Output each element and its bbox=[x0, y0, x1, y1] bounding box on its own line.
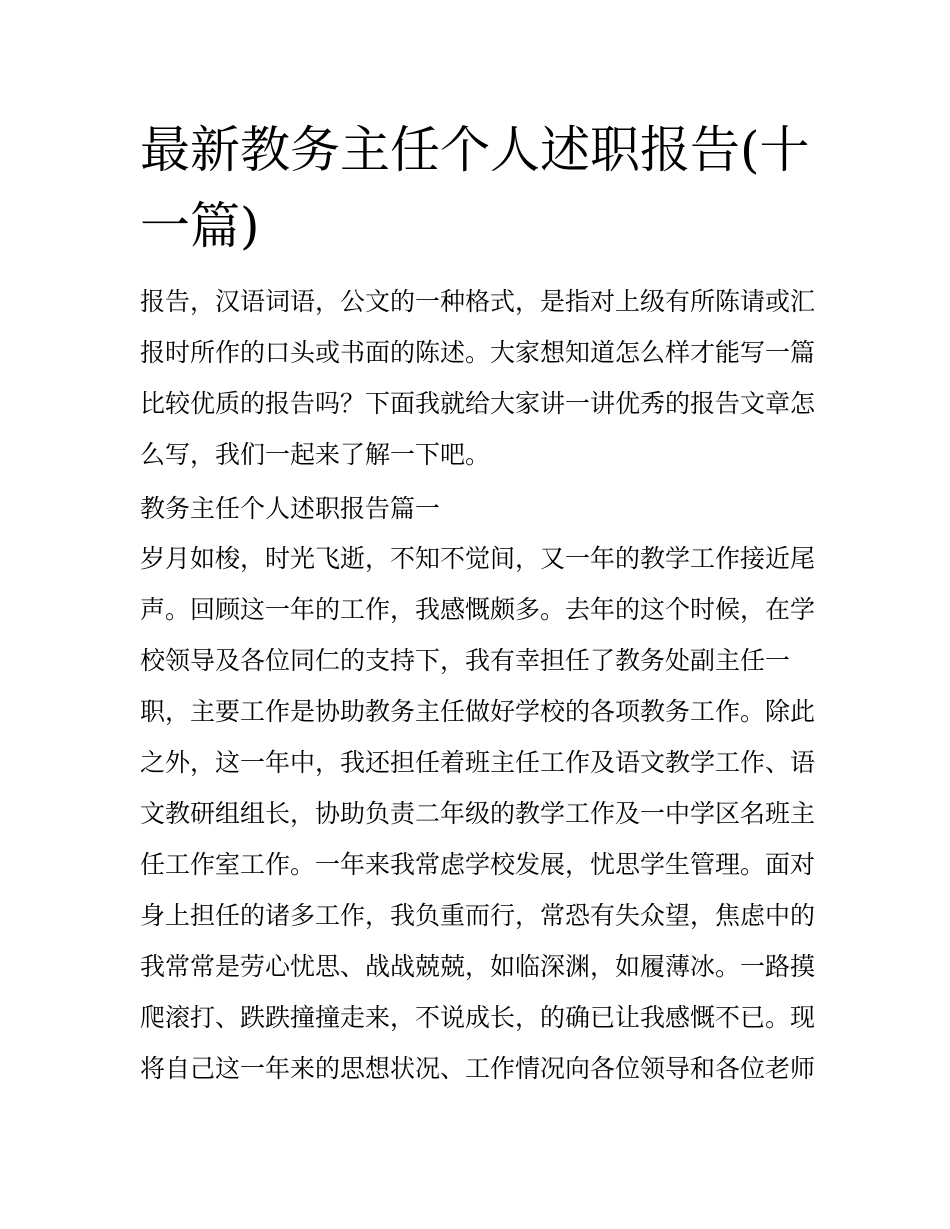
intro-line: 比较优质的报告吗？下面我就给大家讲一讲优秀的报告文章怎 bbox=[140, 389, 816, 418]
body-line: 之外，这一年中，我还担任着班主任工作及语文教学工作、语 bbox=[140, 748, 816, 777]
intro-line: 么写，我们一起来了解一下吧。 bbox=[140, 440, 491, 469]
title-line: 一篇) bbox=[140, 197, 260, 255]
body-line: 文教研组组长，协助负责二年级的教学工作及一中学区名班主 bbox=[140, 799, 816, 828]
intro-line: 报时所作的口头或书面的陈述。大家想知道怎么样才能写一篇 bbox=[140, 338, 816, 367]
title-line: 最新教务主任个人述职报告(十 bbox=[140, 121, 810, 179]
page-title bbox=[140, 112, 820, 264]
body-line: 校领导及各位同仁的支持下，我有幸担任了教务处副主任一 bbox=[140, 646, 791, 675]
intro-paragraph bbox=[140, 276, 820, 480]
body-line: 我常常是劳心忧思、战战兢兢，如临深渊，如履薄冰。一路摸 bbox=[140, 952, 816, 981]
intro-line: 报告，汉语词语，公文的一种格式，是指对上级有所陈请或汇 bbox=[140, 287, 816, 316]
body-line: 任工作室工作。一年来我常虑学校发展，忧思学生管理。面对 bbox=[140, 850, 816, 879]
body-line: 将自己这一年来的思想状况、工作情况向各位领导和各位老师 bbox=[140, 1054, 816, 1083]
body-line: 岁月如梭，时光飞逝，不知不觉间，又一年的教学工作接近尾 bbox=[140, 544, 816, 573]
body-line: 声。回顾这一年的工作，我感慨颇多。去年的这个时候，在学 bbox=[140, 595, 816, 624]
body-line: 爬滚打、跌跌撞撞走来，不说成长，的确已让我感慨不已。现 bbox=[140, 1003, 816, 1032]
body-paragraph bbox=[140, 533, 820, 1094]
section-heading-block bbox=[140, 483, 820, 534]
body-line: 职，主要工作是协助教务主任做好学校的各项教务工作。除此 bbox=[140, 697, 816, 726]
section-heading: 教务主任个人述职报告篇一 bbox=[140, 494, 441, 523]
body-line: 身上担任的诸多工作，我负重而行，常恐有失众望，焦虑中的 bbox=[140, 901, 816, 930]
